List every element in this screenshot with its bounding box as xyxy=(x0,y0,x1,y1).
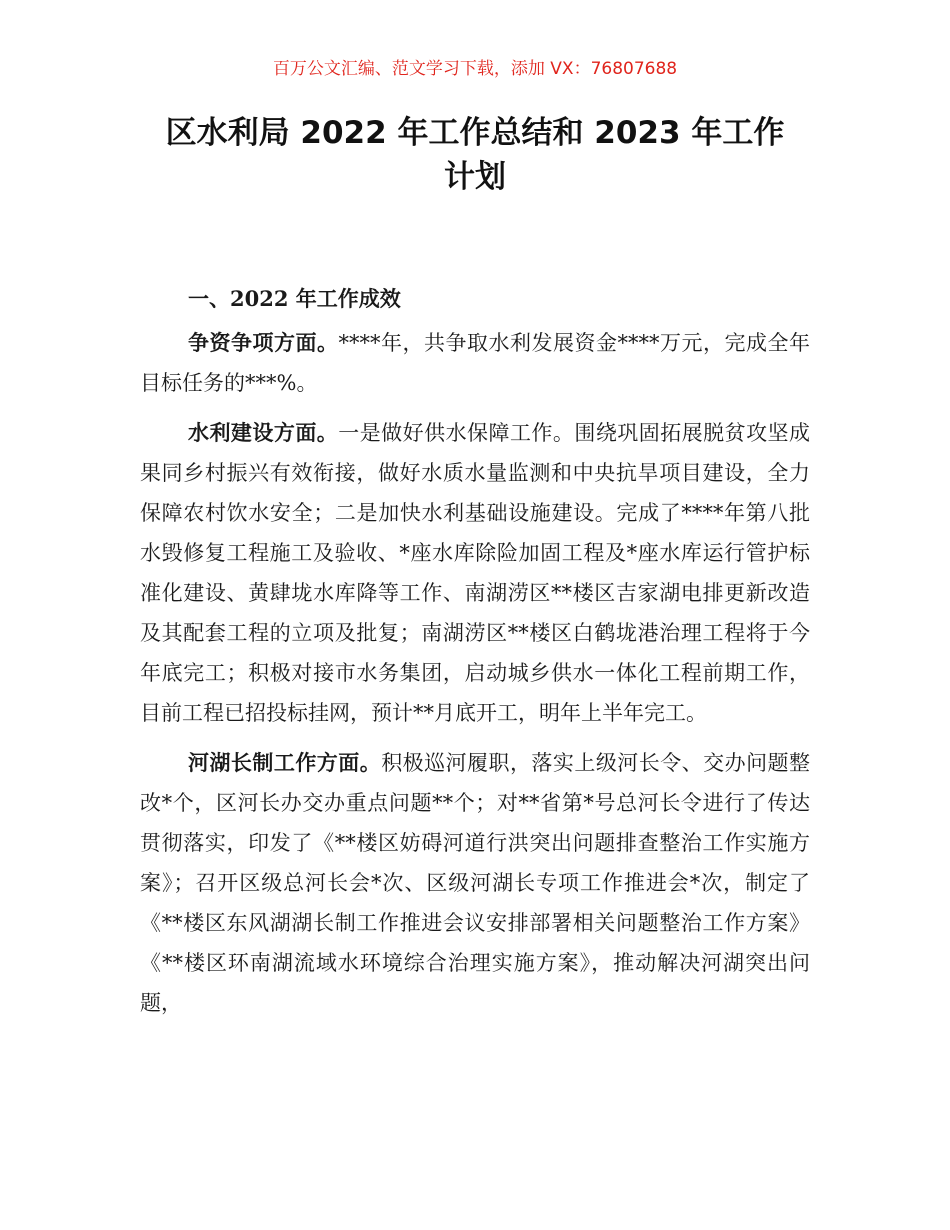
paragraph-body: ****年，共争取水利发展资金****万元，完成全年目标任务的***%。 xyxy=(140,331,810,395)
paragraph-lead: 争资争项方面。 xyxy=(188,331,339,355)
title-line-2: 计划 xyxy=(444,159,506,195)
document-title xyxy=(120,111,830,199)
paragraph-body: 一是做好供水保障工作。围绕巩固拓展脱贫攻坚成果同乡村振兴有效衔接，做好水质水量监测和中央抗旱项目建设，全力保障农村饮水安全；二是加快水利基础设施建设。完成了****年第八批水毁修复工程施工及验收、*座水库除险加固工程及*座水库运行管护标准化建设、黄肆垅水库降等工作、南湖涝区**楼区吉家湖电排更新改造及其配套工程的立项及批复；南湖涝区**楼区白鹤垅港治理工程将于今年底完工；积极对接市水务集团，启动城乡供水一体化工程前期工作，目前工程已招投标挂网，预计**月底开工，明年上半年完工。 xyxy=(140,421,810,725)
paragraph-water-construction xyxy=(140,413,810,733)
paragraph-body: 积极巡河履职，落实上级河长令、交办问题整改*个，区河长办交办重点问题**个；对**省第*号总河长令进行了传达贯彻落实，印发了《**楼区妨碍河道行洪突出问题排查整治工作实施方案》；召开区级总河长会*次、区级河湖长专项工作推进会*次，制定了《**楼区东风湖湖长制工作推进会议安排部署相关问题整治工作方案》《**楼区环南湖流域水环境综合治理实施方案》，推动解决河湖突出问题， xyxy=(140,751,811,1015)
title-line-1: 区水利局 2022 年工作总结和 2023 年工作 xyxy=(165,115,785,151)
paragraph-funding xyxy=(140,323,810,403)
paragraph-lead: 河湖长制工作方面。 xyxy=(188,751,382,775)
paragraph-river-chief xyxy=(140,743,810,1023)
watermark-banner: 百万公文汇编、范文学习下载，添加 VX：76807688 xyxy=(272,59,678,79)
paragraph-lead: 水利建设方面。 xyxy=(188,421,339,445)
section-heading-achievements: 一、2022 年工作成效 xyxy=(188,286,401,311)
